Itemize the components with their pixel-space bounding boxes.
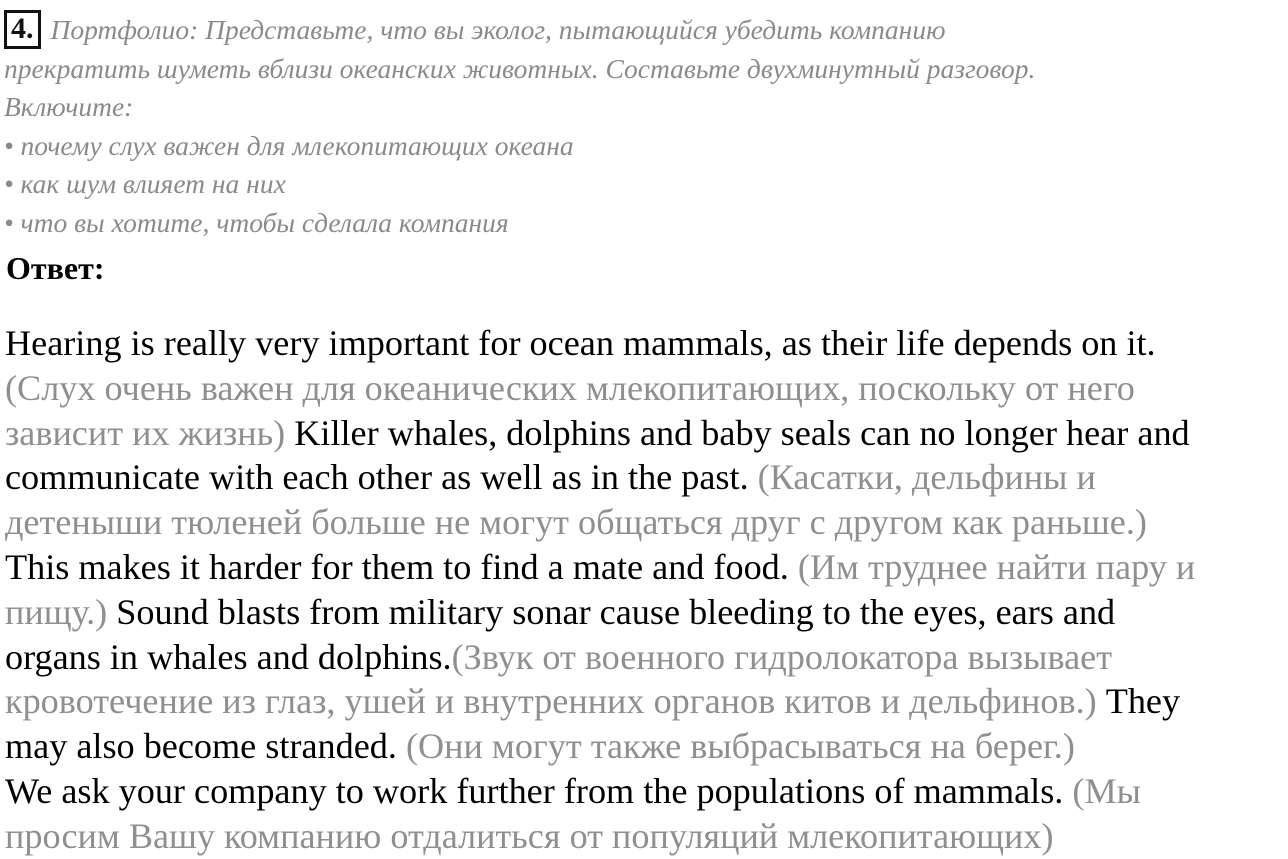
answer-line <box>5 455 1288 500</box>
answer-text <box>5 321 1288 859</box>
russian-translation: пищу.) <box>5 591 117 632</box>
task-block <box>4 10 1284 242</box>
task-bullet: • почему слух важен для млекопитающих океана <box>4 129 574 161</box>
answer-line <box>5 366 1288 411</box>
russian-translation: зависит их жизнь) <box>5 412 295 453</box>
russian-translation: (Звук от военного гидролокатора вызывает <box>451 636 1113 677</box>
answer-line <box>5 500 1288 545</box>
answer-label: Ответ: <box>6 250 105 286</box>
task-bullet: • что вы хотите, чтобы сделала компания <box>4 206 509 238</box>
russian-translation: (Мы <box>1072 770 1141 811</box>
russian-translation: просим Вашу компанию отдалиться от популяций млекопитающих) <box>5 815 1054 856</box>
answer-line <box>5 411 1288 456</box>
task-intro-line-2: прекратить шуметь вблизи океанских животных. Составьте двухминутный разговор. <box>4 52 1036 84</box>
answer-line <box>5 814 1288 859</box>
answer-line <box>5 635 1288 680</box>
answer-line <box>5 545 1288 590</box>
english-text: Hearing is really very important for ocean mammals, as their life depends on it. <box>5 323 1156 363</box>
english-text: Killer whales, dolphins and baby seals can no longer hear and <box>294 412 1190 453</box>
english-text: We ask your company to work further from the populations of mammals. <box>5 770 1073 811</box>
english-text: communicate with each other as well as in the past. <box>5 457 758 498</box>
russian-translation: (Они могут также выбрасываться на берег.) <box>405 726 1075 767</box>
task-intro-line-1: Портфолио: Представьте, что вы эколог, пытающийся убедить компанию <box>50 14 946 45</box>
english-text: may also become stranded. <box>5 726 406 767</box>
english-text: This makes it harder for them to find a mate and food. <box>5 546 798 587</box>
english-text: Sound blasts from military sonar cause bleeding to the eyes, ears and <box>116 591 1116 632</box>
task-number: 4. <box>4 10 41 49</box>
answer-line <box>5 769 1288 814</box>
russian-translation: кровотечение из глаз, ушей и внутренних органов китов и дельфинов.) <box>5 681 1106 722</box>
answer-line <box>5 590 1288 635</box>
answer-line <box>5 724 1288 769</box>
task-bullet: • как шум влияет на них <box>4 168 286 199</box>
russian-translation: детеныши тюленей больше не могут общаться друг с другом как раньше.) <box>5 502 1147 543</box>
russian-translation: (Им труднее найти пару и <box>797 546 1196 587</box>
answer-line <box>5 679 1288 724</box>
russian-translation: (Касатки, дельфины и <box>757 457 1096 498</box>
answer-line <box>5 321 1288 366</box>
russian-translation: (Слух очень важен для океанических млекопитающих, поскольку от него <box>5 367 1135 408</box>
task-intro-line-3: Включите: <box>4 91 134 122</box>
english-text: They <box>1105 681 1181 722</box>
english-text: organs in whales and dolphins. <box>5 636 452 677</box>
